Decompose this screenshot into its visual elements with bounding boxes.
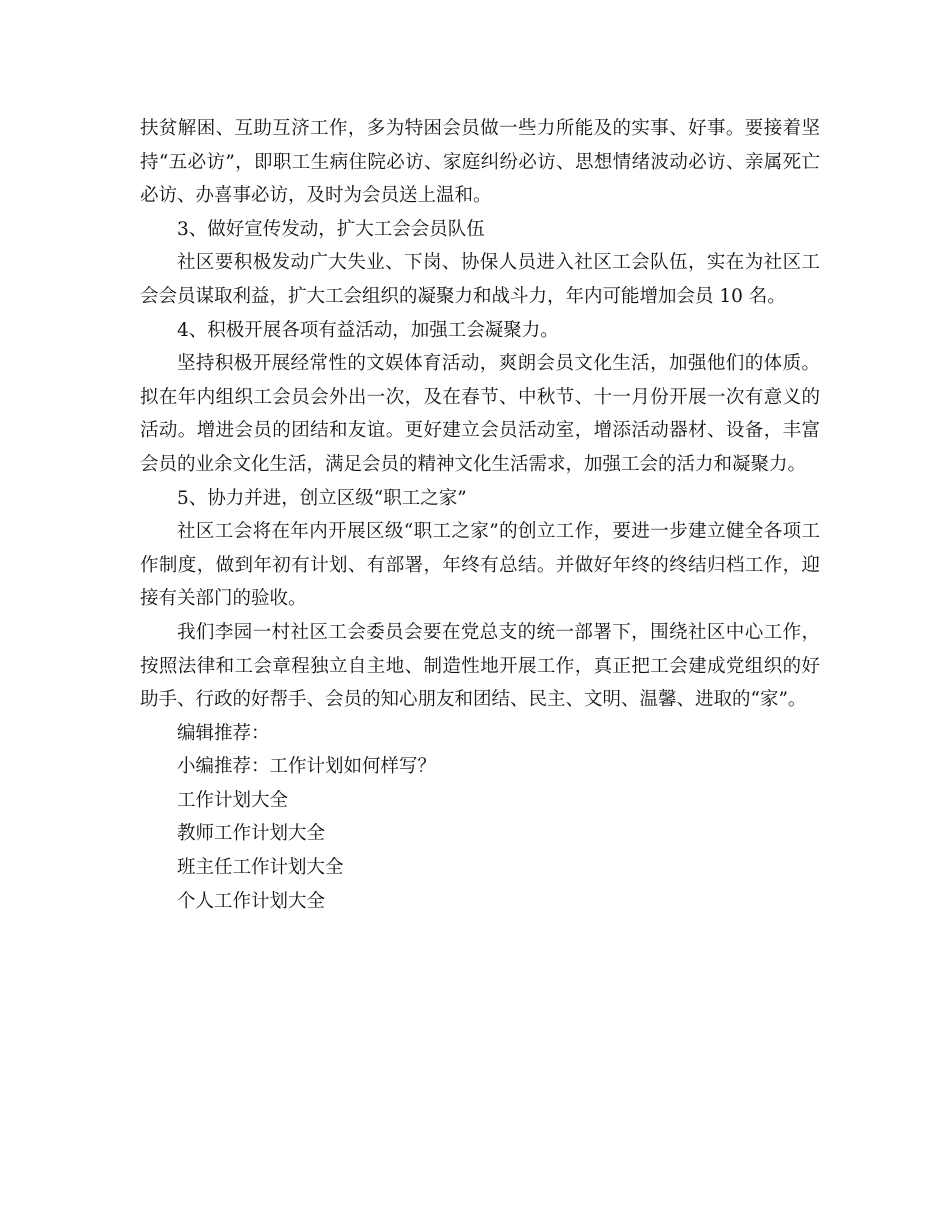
recommend-heading: 编辑推荐：: [177, 722, 270, 744]
recommend-section: [140, 717, 820, 919]
document-body: [140, 112, 820, 918]
recommend-link-head-teacher-plans[interactable]: 班主任工作计划大全: [177, 857, 344, 879]
paragraph-membership: 社区要积极发动广大失业、下岗、协保人员进入社区工会队伍，实在为社区工会会员谋取利益，扩大工会组织的凝聚力和战斗力，年内可能增加会员 10 名。: [140, 252, 820, 307]
recommend-link-work-plans[interactable]: 工作计划大全: [177, 789, 289, 811]
section-heading-4: 4、积极开展各项有益活动，加强工会凝聚力。: [177, 319, 559, 341]
paragraph-continuation: 扶贫解困、互助互济工作，多为特困会员做一些力所能及的实事、好事。要接着坚持“五必访”，即职工生病住院必访、家庭纠纷必访、思想情绪波动必访、亲属死亡必访、办喜事必访，及时为会员送上温和。: [140, 118, 820, 207]
recommend-link-how-to-write[interactable]: 小编推荐：工作计划如何样写？: [177, 756, 437, 778]
section-heading-5: 5、协力并进，创立区级“职工之家”: [177, 487, 467, 509]
recommend-link-teacher-plans[interactable]: 教师工作计划大全: [177, 823, 326, 845]
section-heading-3: 3、做好宣传发动，扩大工会会员队伍: [177, 218, 485, 240]
recommend-link-personal-plans[interactable]: 个人工作计划大全: [177, 890, 326, 912]
paragraph-activities: 坚持积极开展经常性的文娱体育活动，爽朗会员文化生活，加强他们的体质。拟在年内组织工会员会外出一次，及在春节、中秋节、十一月份开展一次有意义的活动。增进会员的团结和友谊。更好建立会员活动室，增添活动器材、设备，丰富会员的业余文化生活，满足会员的精神文化生活需求，加强工会的活力和凝聚力。: [140, 353, 820, 475]
paragraph-workers-home: 社区工会将在年内开展区级“职工之家”的创立工作，要进一步建立健全各项工作制度，做到年初有计划、有部署，年终有总结。并做好年终的终结归档工作，迎接有关部门的验收。: [140, 521, 820, 610]
paragraph-conclusion: 我们李园一村社区工会委员会要在党总支的统一部署下，围绕社区中心工作，按照法律和工会章程独立自主地、制造性地开展工作，真正把工会建成党组织的好助手、行政的好帮手、会员的知心朋友和团结、民主、文明、温馨、进取的“家”。: [140, 621, 820, 711]
